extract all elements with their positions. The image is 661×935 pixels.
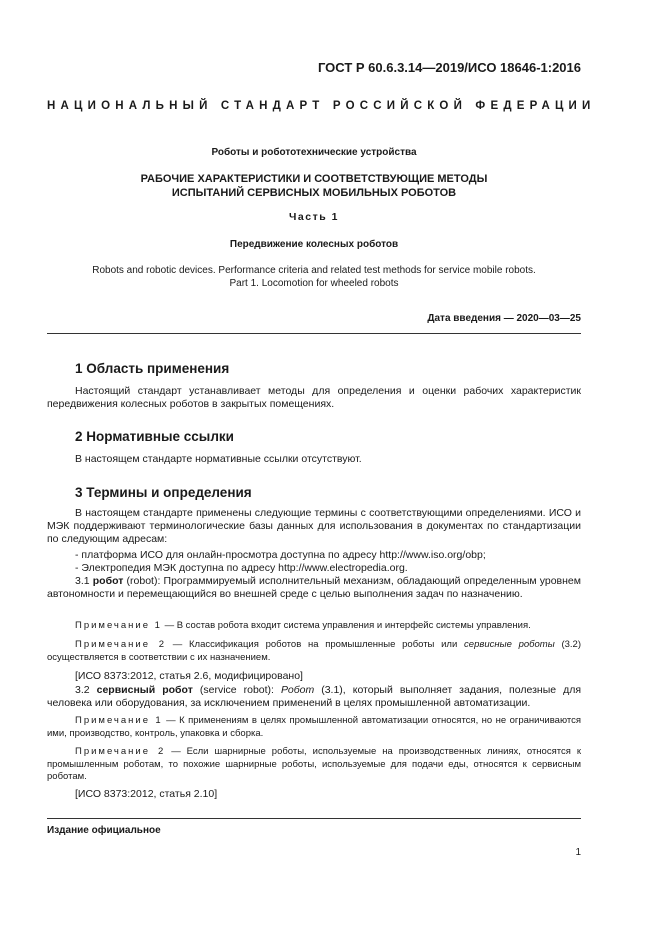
section-1-text: Настоящий стандарт устанавливает методы для определения и оценки рабочих характеристик передвижения колесных роботов в закрытых помещениях.	[47, 385, 581, 410]
list-item: - Электропедия МЭК доступна по адресу http://www.electropedia.org.	[75, 562, 408, 574]
divider	[47, 818, 581, 819]
national-standard-heading: НАЦИОНАЛЬНЫЙ СТАНДАРТ РОССИЙСКОЙ ФЕДЕРАЦИИ	[47, 100, 596, 112]
note-label: Примечание 1	[75, 620, 162, 631]
term-name: робот	[92, 575, 124, 587]
divider	[47, 333, 581, 334]
title-line-1: РАБОЧИЕ ХАРАКТЕРИСТИКИ И СООТВЕТСТВУЮЩИЕ МЕТОДЫ	[140, 173, 488, 185]
term-name: сервисный робот	[96, 684, 193, 696]
note-text: — Классификация роботов на промышленные роботы или	[172, 639, 458, 650]
note-1	[47, 620, 581, 633]
source-reference: [ИСО 8373:2012, статья 2.10]	[75, 788, 218, 800]
part-number: Часть 1	[289, 211, 339, 223]
note-text-continued: (3.2) осуществляется в соответствии с их назначением.	[47, 639, 581, 663]
page-number: 1	[575, 847, 581, 858]
official-edition-label: Издание официальное	[47, 825, 161, 836]
term-definition: (robot): Программируемый исполнительный механизм, обладающий определенным уровнем автономности и перемещающийся во внешней среде с целью выполнения задач по назначению.	[47, 575, 581, 600]
note-label: Примечание 1	[75, 715, 163, 726]
term-english: (service robot):	[199, 684, 274, 696]
term-definition: (3.1), который выполняет задания, полезные для человека или оборудования, за исключением применений в целях промышленной автоматизации.	[47, 684, 582, 709]
list-item: - платформа ИСО для онлайн-просмотра доступна по адресу http://www.iso.org/obp;	[75, 549, 486, 561]
term-3-1	[47, 575, 581, 601]
subject-line: Роботы и робототехнические устройства	[211, 147, 417, 158]
title-line-2: ИСПЫТАНИЙ СЕРВИСНЫХ МОБИЛЬНЫХ РОБОТОВ	[171, 187, 457, 199]
note-italic-term: сервисные роботы	[464, 639, 555, 650]
note-text: — В состав робота входит система управления и интерфейс системы управления.	[164, 620, 531, 631]
english-title-line-1: Robots and robotic devices. Performance criteria and related test methods for service mobile robots.	[92, 265, 536, 276]
section-2-text: В настоящем стандарте нормативные ссылки отсутствуют.	[75, 453, 362, 465]
part-title: Передвижение колесных роботов	[229, 239, 399, 250]
note-label: Примечание 2	[75, 746, 166, 757]
term-number: 3.1	[75, 575, 90, 587]
standard-designation: ГОСТ Р 60.6.3.14—2019/ИСО 18646-1:2016	[317, 60, 581, 75]
term-italic-ref: Робот	[280, 684, 315, 696]
english-title-line-2: Part 1. Locomotion for wheeled robots	[229, 278, 399, 289]
english-title	[47, 264, 581, 290]
note-label: Примечание 2	[75, 639, 167, 650]
note-4	[47, 746, 581, 784]
introduction-date: Дата введения — 2020—03—25	[427, 313, 581, 324]
section-1-heading: 1 Область применения	[75, 361, 230, 376]
section-3-heading: 3 Термины и определения	[75, 485, 252, 500]
term-number: 3.2	[75, 684, 90, 696]
note-3	[47, 715, 581, 740]
note-2	[47, 639, 581, 664]
section-3-intro: В настоящем стандарте применены следующие термины с соответствующими определениями. ИСО и МЭК поддерживают терминологические базы данных для использования в документах по стандартизации по следующим адресам:	[47, 507, 581, 545]
document-title	[47, 172, 581, 200]
source-reference: [ИСО 8373:2012, статья 2.6, модифицировано]	[75, 670, 303, 682]
term-3-2	[47, 684, 581, 710]
note-text: — Если шарнирные роботы, используемые на производственных линиях, относятся к промышленным роботам, то похожие шарнирные роботы, используемые для подачи еды, относятся к сервисным роботам.	[47, 746, 581, 782]
section-2-heading: 2 Нормативные ссылки	[75, 429, 234, 444]
note-text: — К применениям в целях промышленной автоматизации относятся, но не ограничиваются ими, производство, контроль, упаковка и сборка.	[47, 715, 582, 739]
